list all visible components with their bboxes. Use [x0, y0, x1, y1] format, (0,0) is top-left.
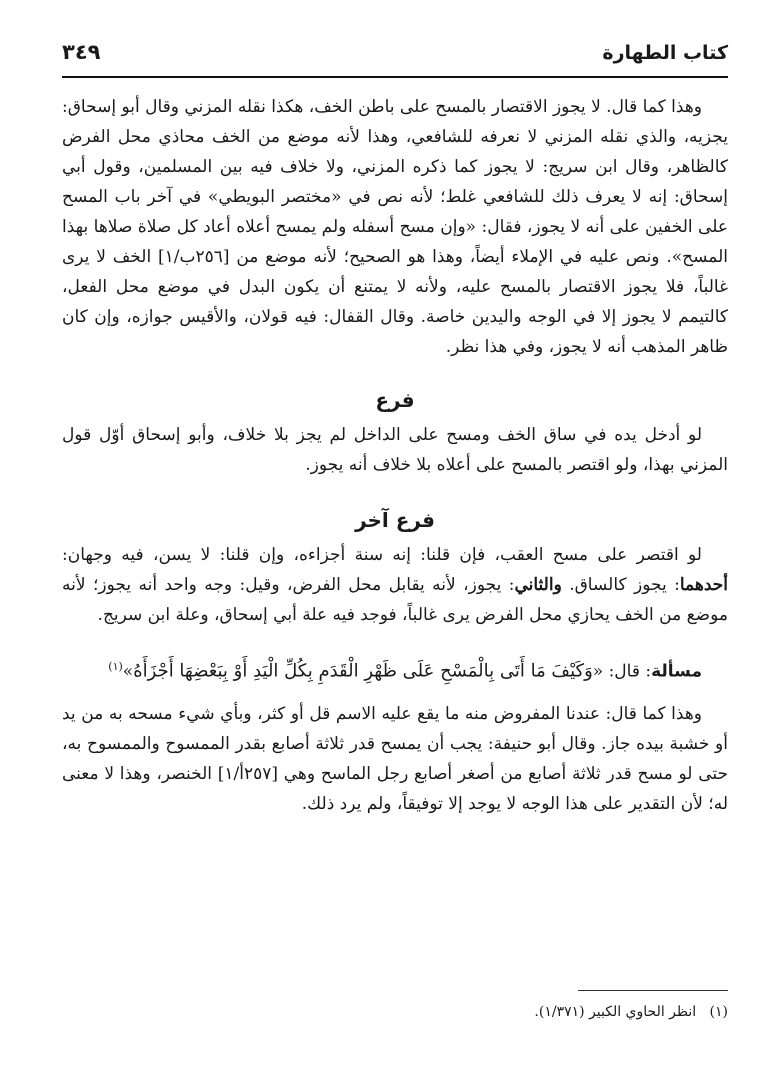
footnote-marker: (١) — [709, 1004, 728, 1020]
page-header — [62, 40, 728, 74]
masala-line — [62, 652, 728, 687]
masala-label: مسألة — [651, 661, 702, 682]
page-number: ٣٤٩ — [62, 40, 101, 64]
header-rule — [62, 76, 728, 78]
masala-close-quote: » — [122, 661, 134, 682]
section-1-text: لو أدخل يده في ساق الخف ومسح على الداخل لم يجز بلا خلاف، وأبو إسحاق أوّل قول المزني بهذا، ولو اقتصر بالمسح على أعلاه بلا خلاف أنه يجوز. — [62, 425, 728, 475]
footnote-text: انظر الحاوي الكبير (١/٣٧١). — [534, 1004, 697, 1020]
section-2-text — [62, 540, 728, 630]
footnote-reference: (١) — [108, 660, 123, 673]
second-opinion-label: والثاني — [514, 575, 562, 595]
footnote-rule — [578, 990, 728, 991]
final-paragraph: وهذا كما قال: عندنا المفروض منه ما يقع عليه الاسم قل أو كثر، وبأي شيء مسحه به من يد أو خشبة بيده جاز. وقال أبو حنيفة: يجب أن يمسح قدر ثلاثة أصابع بقدر الممسوح والممسوح به، حتى لو مسح قدر ثلاثة أصابع من أصغر أصابع رجل الماسح وهي [٢٥٧أ/١] الخنصر، وهذا لا معنى له؛ لأن التقدير على هذا الوجه لا يوجد إلا توفيقاً، ولم يرد ذلك. — [62, 703, 728, 814]
masala-quote: وَكَيْفَ مَا أَتَى بِالْمَسْحِ عَلَى ظَهْرِ الْقَدَمِ بِكُلِّ الْيَدِ أَوْ بِبَعْضِهَا أَجْزَأَهُ — [133, 660, 593, 682]
masala-block — [62, 652, 728, 687]
page — [62, 40, 728, 1020]
section-2-text-c: : يجوز، لأنه يقابل محل الفرض، وقيل: وجه واحد أنه يجوز؛ لأنه موضع من الخف يحازي محل الفرض يرى غالباً، فوجد فيه علة أبي إسحاق، وعلة ابن سريج. — [62, 575, 728, 625]
book-title: كتاب الطهارة — [602, 42, 728, 64]
section-2-text-a: لو اقتصر على مسح العقب، فإن قلنا: إنه سنة أجزاءه، وإن قلنا: لا يسن، فيه وجهان: — [62, 545, 702, 565]
masala-intro: : قال: « — [592, 661, 652, 682]
section-heading-far: فرع — [375, 388, 415, 412]
paragraph-1: وهذا كما قال. لا يجوز الاقتصار بالمسح على باطن الخف، هكذا نقله المزني وقال أبو إسحاق: يجزيه، والذي نقله المزني لا نعرفه للشافعي، وهذا لأنه موضع من الخف محاذي محل الفرض كالظاهر، وقال ابن سريج: لا يجوز كما ذكره المزني، ولا خلاف فيه بين المسلمين، وقول أبي إسحاق: إنه لا يعرف ذلك للشافعي غلط؛ لأنه نص في «مختصر البويطي» في آخر باب المسح على الخفين على أنه لا يجوز، فقال: «وإن مسح أسفله ولم يمسح أعلاه أعاد كل صلاة صلاها بهذا المسح». ونص عليه في الإملاء أيضاً، وهذا هو الصحيح؛ لأنه موضع من [٢٥٦ب/١] الخف لا يرى غالباً، فلا يجوز الاقتصار بالمسح عليه، ولأنه لا يمتنع أن يكون البدل في موضع محل الفعل، كالتيمم لا يجوز إلا في الوجه واليدين خاصة. وقال القفال: فيه قولان، والأقيس جوازه، وإن كان ظاهر المذهب أنه لا يجوز، وفي هذا نظر. — [62, 97, 728, 357]
section-heading-far-akhar: فرع آخر — [355, 508, 435, 532]
first-opinion-label: أحدهما — [679, 575, 728, 595]
footnote — [62, 1002, 728, 1022]
section-2-text-b: : يجوز كالساق. — [561, 575, 680, 595]
